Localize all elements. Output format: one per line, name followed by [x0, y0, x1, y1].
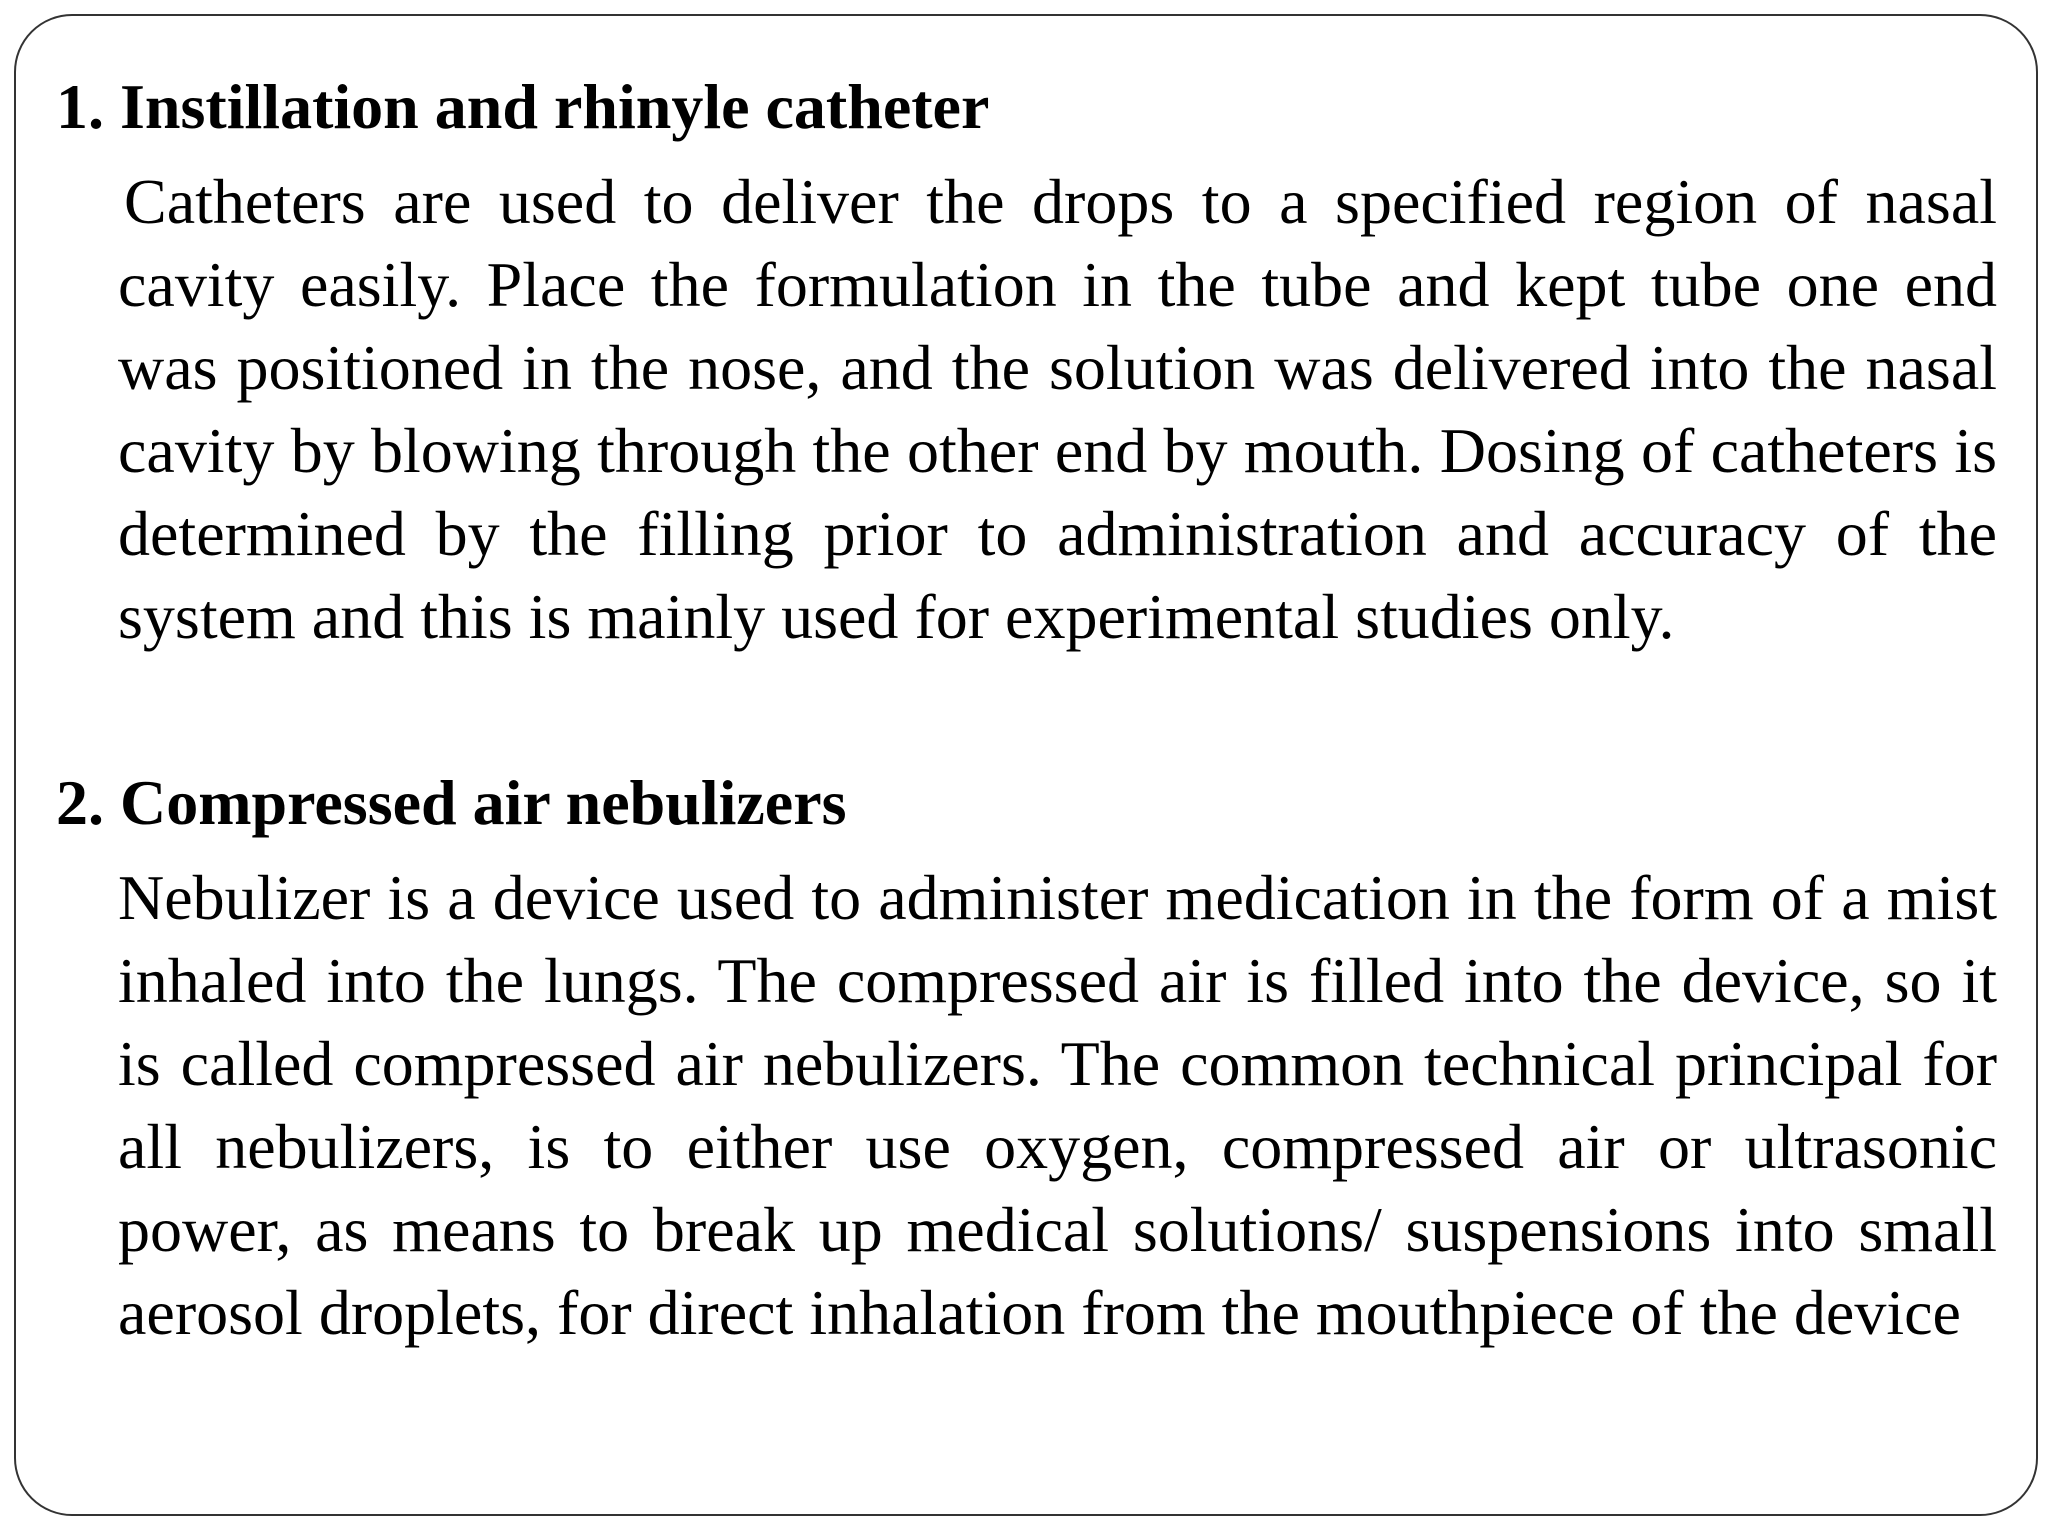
- section-body-compressed-air-nebulizers: Nebulizer is a device used to administer medication in the form of a mist inhaled into the lungs. The compressed air is filled into the device, so it is called compressed air nebulizers. The common technical principal for all nebulizers, is to either use oxygen, compressed air or ultrasonic power, as means to break up medical solutions/ suspensions into small aerosol droplets, for direct inhalation from the mouthpiece of the device: [118, 862, 1997, 1348]
- section-heading-instillation-catheter: 1. Instillation and rhinyle catheter: [56, 71, 990, 142]
- section-body-instillation-catheter: Catheters are used to deliver the drops to a specified region of nasal cavity easily. Place the formulation in the tube and kept tube one end was positioned in the nose, and the solution was delivered into the nasal cavity by blowing through the other end by mouth. Dosing of catheters is determined by the filling prior to administration and accuracy of the system and this is mainly used for experimental studies only.: [118, 166, 1997, 652]
- section-heading-compressed-air-nebulizers: 2. Compressed air nebulizers: [56, 767, 847, 838]
